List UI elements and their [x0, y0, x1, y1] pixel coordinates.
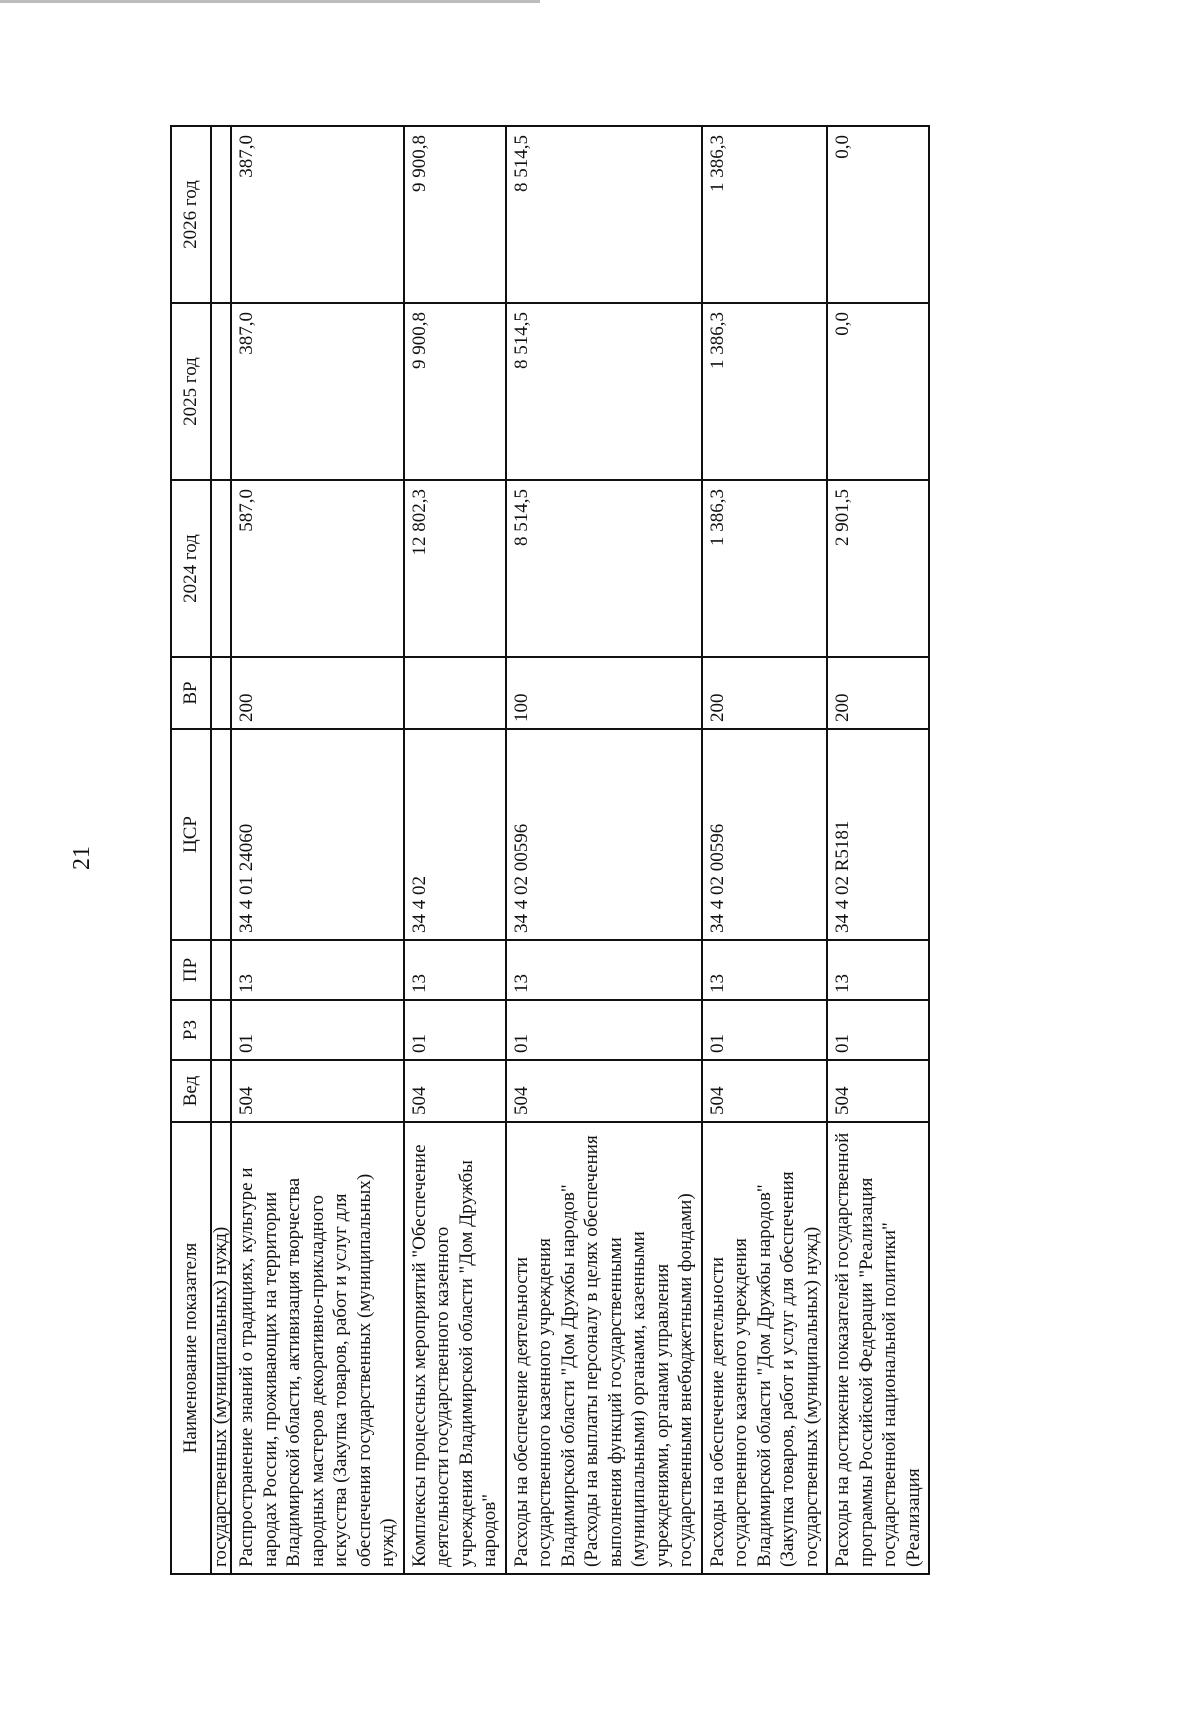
row-pr: 13	[506, 940, 702, 1000]
header-vr: ВР	[171, 657, 211, 729]
row-2025: 0,0	[827, 303, 929, 480]
row-2025: 1 386,3	[702, 303, 828, 480]
empty-cell	[211, 729, 231, 940]
header-pr: ПР	[171, 940, 211, 1000]
table-header-row	[171, 126, 211, 1574]
row-rz: 01	[702, 1000, 828, 1060]
row-vr: 200	[702, 657, 828, 729]
row-csr: 34 4 01 24060	[231, 729, 404, 940]
row-ved: 504	[404, 1060, 506, 1122]
row-vr: 100	[506, 657, 702, 729]
empty-cell	[211, 1000, 231, 1060]
row-pr: 13	[827, 940, 929, 1000]
row-name: Расходы на обеспечение деятельности государственного казенного учреждения Владимирской области "Дом Дружбы народов" (Расходы на выплаты персоналу в целях обеспечения выполнения функций государственными (муниципальными) органами, казенными учреждениями, органами управления государственными внебюджетными фондами)	[506, 1122, 702, 1574]
row-pr: 13	[231, 940, 404, 1000]
row-pr: 13	[404, 940, 506, 1000]
row-csr: 34 4 02 00596	[702, 729, 828, 940]
table-row	[827, 126, 929, 1574]
row-2026: 1 386,3	[702, 126, 828, 303]
row-name: Расходы на достижение показателей государственной программы Российской Федерации "Реализация государственной национальной политики" (Реализация	[827, 1122, 929, 1574]
row-name: Комплексы процессных мероприятий "Обеспечение деятельности государственного казенного учреждения Владимирской области "Дом Дружбы народов"	[404, 1122, 506, 1574]
header-2024: 2024 год	[171, 480, 211, 657]
header-2026: 2026 год	[171, 126, 211, 303]
rotated-table-container	[170, 125, 1070, 1575]
empty-cell	[211, 940, 231, 1000]
empty-cell	[211, 126, 231, 303]
row-2024: 587,0	[231, 480, 404, 657]
row-2025: 9 900,8	[404, 303, 506, 480]
row-vr: 200	[827, 657, 929, 729]
table-row	[231, 126, 404, 1574]
row-2026: 8 514,5	[506, 126, 702, 303]
header-rz: РЗ	[171, 1000, 211, 1060]
row-2026: 0,0	[827, 126, 929, 303]
table-row	[404, 126, 506, 1574]
row-2024: 1 386,3	[702, 480, 828, 657]
row-csr: 34 4 02 R5181	[827, 729, 929, 940]
empty-cell	[211, 1060, 231, 1122]
row-rz: 01	[231, 1000, 404, 1060]
row-2026: 9 900,8	[404, 126, 506, 303]
row-csr: 34 4 02	[404, 729, 506, 940]
row-ved: 504	[702, 1060, 828, 1122]
header-ved: Вед	[171, 1060, 211, 1122]
row-rz: 01	[404, 1000, 506, 1060]
row-2025: 387,0	[231, 303, 404, 480]
row-2024: 12 802,3	[404, 480, 506, 657]
row-2024: 8 514,5	[506, 480, 702, 657]
row-vr: 200	[231, 657, 404, 729]
row-ved: 504	[231, 1060, 404, 1122]
row-rz: 01	[506, 1000, 702, 1060]
header-name: Наименование показателя	[171, 1122, 211, 1574]
table-row	[702, 126, 828, 1574]
continuation-row	[211, 126, 231, 1574]
scan-edge-line	[0, 0, 540, 3]
row-ved: 504	[506, 1060, 702, 1122]
empty-cell	[211, 480, 231, 657]
empty-cell	[211, 657, 231, 729]
table-row	[506, 126, 702, 1574]
row-ved: 504	[827, 1060, 929, 1122]
page-number: 21	[69, 846, 95, 870]
budget-table	[170, 125, 930, 1575]
header-csr: ЦСР	[171, 729, 211, 940]
row-2026: 387,0	[231, 126, 404, 303]
header-2025: 2025 год	[171, 303, 211, 480]
continuation-text: государственных (муниципальных) нужд)	[211, 1122, 231, 1574]
row-csr: 34 4 02 00596	[506, 729, 702, 940]
row-name: Расходы на обеспечение деятельности государственного казенного учреждения Владимирской области "Дом Дружбы народов" (Закупка товаров, работ и услуг для обеспечения государственных (муниципальных) нужд)	[702, 1122, 828, 1574]
row-2025: 8 514,5	[506, 303, 702, 480]
row-name: Распространение знаний о традициях, культуре и народах России, проживающих на территории Владимирской области, активизация творчества народных мастеров декоративно-прикладного искусства (Закупка товаров, работ и услуг для обеспечения государственных (муниципальных) нужд)	[231, 1122, 404, 1574]
row-pr: 13	[702, 940, 828, 1000]
row-vr	[404, 657, 506, 729]
row-rz: 01	[827, 1000, 929, 1060]
empty-cell	[211, 303, 231, 480]
row-2024: 2 901,5	[827, 480, 929, 657]
